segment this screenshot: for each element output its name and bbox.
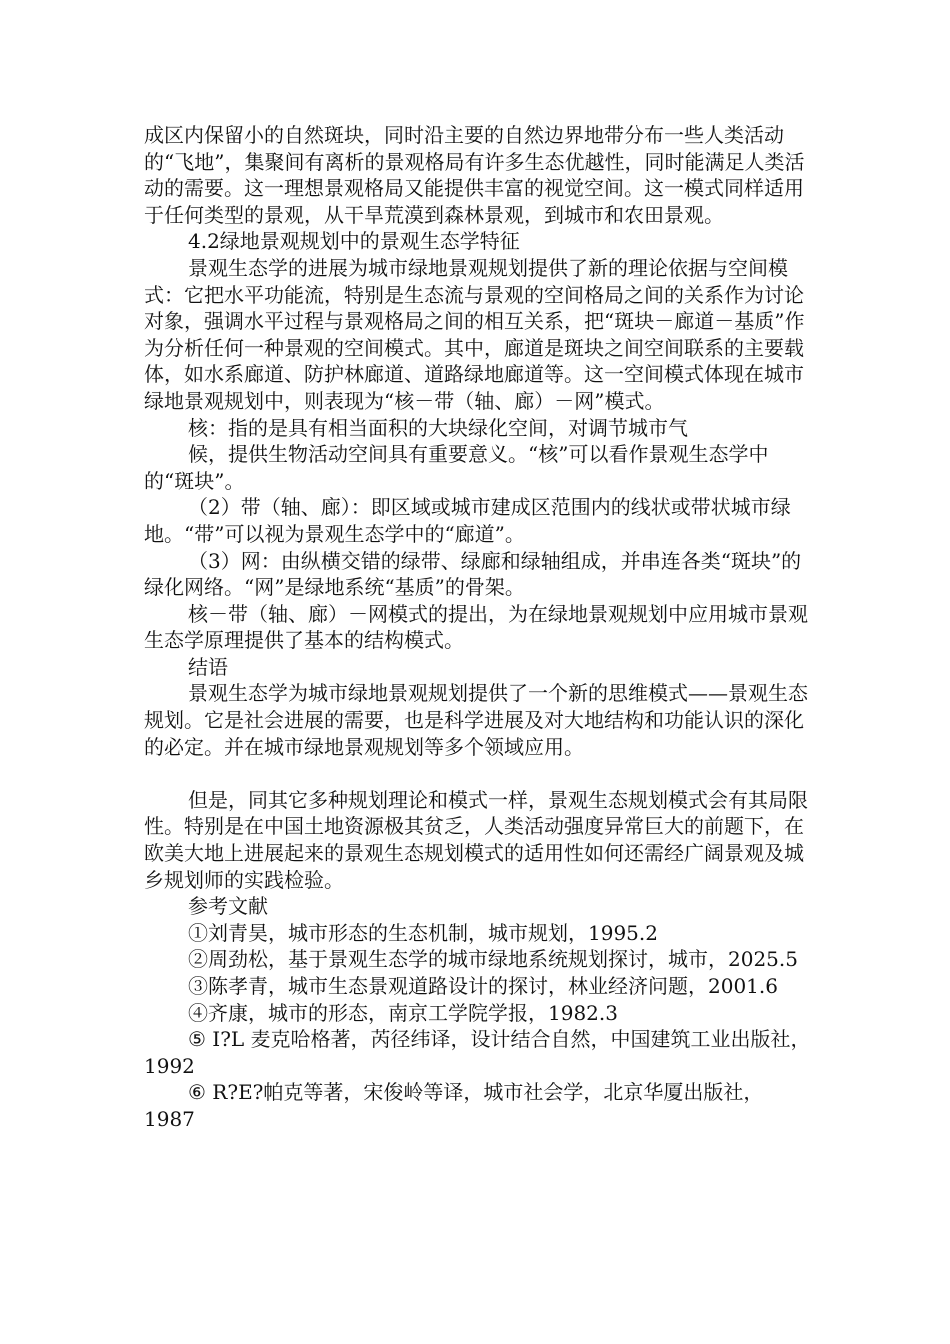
section-heading-4-2: 4.2绿地景观规划中的景观生态学特征 [188, 229, 520, 254]
paragraph-limitations: 但是，同其它多种规划理论和模式一样，景观生态规划模式会有其局限性。特别是在中国土地资源极其贫乏，人类活动强度异常巨大的前题下，在欧美大地上进展起来的景观生态规划模式的适用性如何还需经广阔景观及城乡规划师的实践检验。 [144, 787, 808, 892]
reference-item: ⑤ I?L 麦克哈格著，芮径纬译，设计结合自然，中国建筑工业出版社，1992 [144, 1027, 811, 1078]
reference-item: ②周劲松，基于景观生态学的城市绿地系统规划探讨，城市，2025.5 [188, 947, 798, 972]
paragraph-landscape-ecology: 景观生态学的进展为城市绿地景观规划提供了新的理论依据与空间模式：它把水平功能流，特别是生态流与景观的空间格局之间的关系作为讨论对象，强调水平过程与景观格局之间的相互关系，把“斑块－廊道－基质”作为分析任何一种景观的空间模式。其中，廊道是斑块之间空间联系的主要载体，如水系廊道、防护林廊道、道路绿地廊道等。这一空间模式体现在城市绿地景观规划中，则表现为“核－带（轴、廊）－网”模式。 [144, 255, 805, 413]
reference-item: ①刘青昊，城市形态的生态机制，城市规划，1995.2 [188, 920, 658, 945]
document-page [144, 122, 814, 1133]
paragraph-conclusion: 景观生态学为城市绿地景观规划提供了一个新的思维模式——景观生态规划。它是社会进展的需要，也是科学进展及对大地结构和功能认识的深化的必定。并在城市绿地景观规划等多个领域应用。 [144, 681, 808, 759]
conclusion-heading: 结语 [188, 654, 228, 679]
reference-item: ③陈孝青，城市生态景观道路设计的探讨，林业经济问题，2001.6 [188, 974, 778, 998]
paragraph-network: （3）网：由纵横交错的绿带、绿廊和绿轴组成，并串连各类“斑块”的绿化网络。“网”是绿地系统“基质”的骨架。 [144, 548, 802, 600]
paragraph-model-summary: 核－带（轴、廊）－网模式的提出，为在绿地景观规划中应用城市景观生态学原理提供了基本的结构模式。 [144, 601, 808, 653]
references-heading: 参考文献 [188, 894, 268, 919]
paragraph-intro: 成区内保留小的自然斑块，同时沿主要的自然边界地带分布一些人类活动的“飞地”，集聚间有离析的景观格局有许多生态优越性，同时能满足人类活动的需要。这一理想景观格局又能提供丰富的视觉空间。这一模式同样适用于任何类型的景观，从干旱荒漠到森林景观，到城市和农田景观。 [144, 123, 805, 227]
reference-item: ④齐康，城市的形态，南京工学院学报，1982.3 [188, 1000, 618, 1025]
reference-item: ⑥ R?E?帕克等著，宋俊岭等译，城市社会学，北京华厦出版社，1987 [144, 1080, 764, 1131]
paragraph-core-continued: 候，提供生物活动空间具有重要意义。“核”可以看作景观生态学中的“斑块”。 [144, 442, 769, 493]
paragraph-belt: （2）带（轴、廊）：即区域或城市建成区范围内的线状或带状城市绿地。“带”可以视为景观生态学中的“廊道”。 [144, 495, 791, 546]
paragraph-core-definition: 核：指的是具有相当面积的大块绿化空间，对调节城市气 [188, 415, 688, 440]
